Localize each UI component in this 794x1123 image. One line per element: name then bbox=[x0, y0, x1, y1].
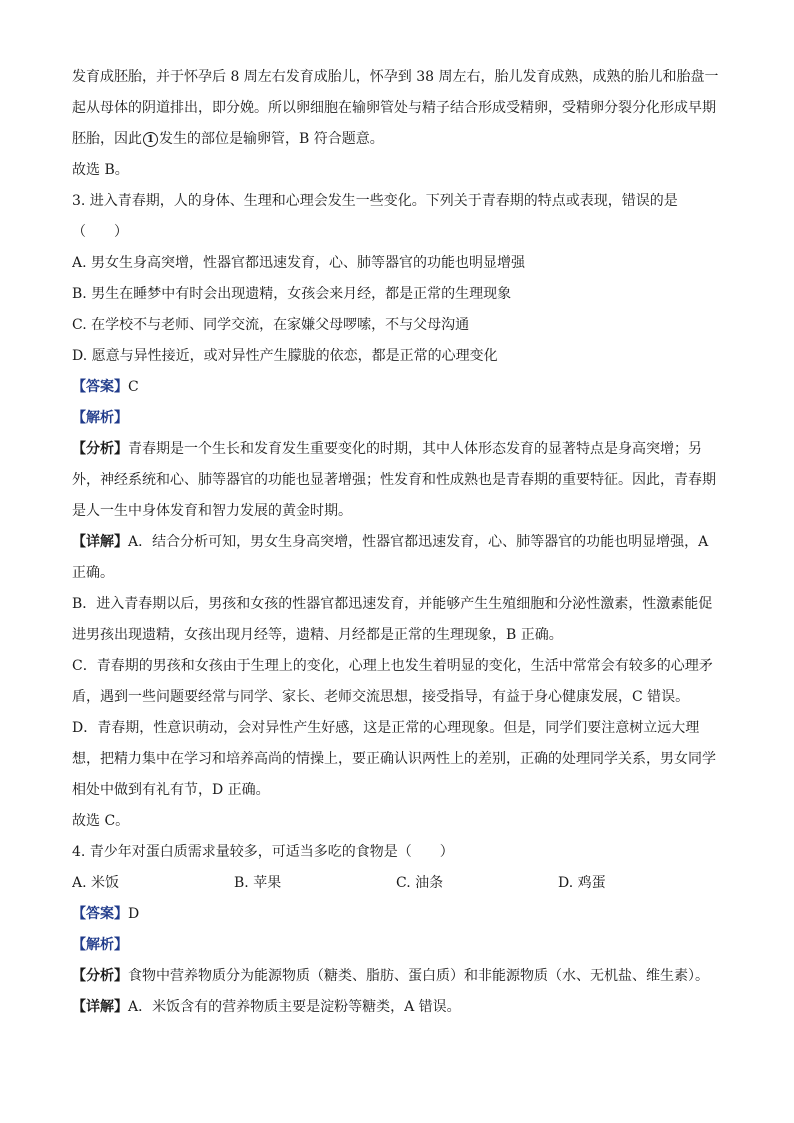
q4-option-b: B. 苹果 bbox=[234, 875, 282, 891]
q3-xiangjie-line-5: C．青春期的男孩和女孩由于生理上的变化，心理上也发生着明显的变化，生活中常常会有较多的心理矛 bbox=[72, 658, 713, 674]
q3-xiangjie-line-6: 盾，遇到一些问题要经常与同学、家长、老师交流思想，接受指导，有益于身心健康发展，C 错误。 bbox=[72, 689, 690, 705]
q3-conclusion: 故选 C。 bbox=[72, 813, 130, 829]
q3-xiangjie-line-1: 【详解】A．结合分析可知，男女生身高突增，性器官都迅速发育，心、肺等器官的功能也明显增强，A bbox=[72, 534, 709, 550]
q3-answer bbox=[72, 372, 722, 403]
answer-value: D bbox=[128, 906, 140, 922]
q3-fenxi-line-3: 是人一生中身体发育和智力发展的黄金时期。 bbox=[72, 503, 352, 519]
circled-number-1: 1 bbox=[143, 132, 158, 147]
q3-stem: 3. 进入青春期，人的身体、生理和心理会发生一些变化。下列关于青春期的特点或表现，错误的是 bbox=[72, 193, 678, 209]
document-page bbox=[72, 62, 722, 1023]
q3-option-b: B. 男生在睡梦中有时会出现遗精，女孩会来月经，都是正常的生理现象 bbox=[72, 286, 512, 302]
answer-value: C bbox=[128, 379, 139, 395]
q4-xiangjie: 【详解】A．米饭含有的营养物质主要是淀粉等糖类，A 错误。 bbox=[72, 999, 461, 1015]
q3-blank: （ ） bbox=[72, 224, 128, 240]
q3-option-c: C. 在学校不与老师、同学交流，在家嫌父母啰嗦，不与父母沟通 bbox=[72, 317, 470, 333]
prev-conclusion: 故选 B。 bbox=[72, 162, 129, 178]
answer-label: 【答案】 bbox=[72, 379, 128, 395]
q4-stem: 4. 青少年对蛋白质需求量较多，可适当多吃的食物是（ ） bbox=[72, 844, 454, 860]
q4-answer bbox=[72, 899, 722, 930]
q3-xiangjie-line-3: B．进入青春期以后，男孩和女孩的性器官都迅速发育，并能够产生生殖细胞和分泌性激素，性激素能促 bbox=[72, 596, 713, 612]
q4-option-c: C. 油条 bbox=[396, 875, 444, 891]
q4-options bbox=[72, 868, 722, 899]
q3-option-d: D. 愿意与异性接近，或对异性产生朦胧的依恋，都是正常的心理变化 bbox=[72, 348, 498, 364]
q3-xiangjie-line-9: 相处中做到有礼有节，D 正确。 bbox=[72, 782, 270, 798]
prev-answer-line-2: 起从母体的阴道排出，即分娩。所以卵细胞在输卵管处与精子结合形成受精卵，受精卵分裂分化形成早期 bbox=[72, 100, 716, 116]
q3-xiangjie-line-8: 想，把精力集中在学习和培养高尚的情操上，要正确认识两性上的差别，正确的处理同学关系，男女同学 bbox=[72, 751, 716, 767]
prev-answer-line-1: 发育成胚胎，并于怀孕后 8 周左右发育成胎儿，怀孕到 38 周左右，胎儿发育成熟，成熟的胎儿和胎盘一 bbox=[72, 69, 719, 85]
q4-option-d: D. 鸡蛋 bbox=[558, 875, 606, 891]
q3-xiangjie-line-7: D．青春期，性意识萌动，会对异性产生好感，这是正常的心理现象。但是，同学们要注意树立远大理 bbox=[72, 720, 700, 736]
q4-analysis-heading: 【解析】 bbox=[72, 937, 128, 953]
q3-analysis-heading: 【解析】 bbox=[72, 410, 128, 426]
q4-fenxi: 【分析】食物中营养物质分为能源物质（糖类、脂肪、蛋白质）和非能源物质（水、无机盐、维生素）。 bbox=[72, 968, 709, 984]
answer-label: 【答案】 bbox=[72, 906, 128, 922]
q3-option-a: A. 男女生身高突增，性器官都迅速发育，心、肺等器官的功能也明显增强 bbox=[72, 255, 526, 271]
q3-fenxi-line-1: 【分析】青春期是一个生长和发育发生重要变化的时期，其中人体形态发育的显著特点是身高突增；另 bbox=[72, 441, 702, 457]
q3-xiangjie-line-2: 正确。 bbox=[72, 565, 114, 581]
q3-fenxi-line-2: 外，神经系统和心、肺等器官的功能也显著增强；性发育和性成熟也是青春期的重要特征。因此，青春期 bbox=[72, 472, 716, 488]
prev-answer-line-3: 胚胎，因此 1 发生的部位是输卵管，B 符合题意。 bbox=[72, 131, 384, 147]
q3-xiangjie-line-4: 进男孩出现遗精，女孩出现月经等，遗精、月经都是正常的生理现象，B 正确。 bbox=[72, 627, 563, 643]
q4-option-a: A. 米饭 bbox=[72, 875, 120, 891]
